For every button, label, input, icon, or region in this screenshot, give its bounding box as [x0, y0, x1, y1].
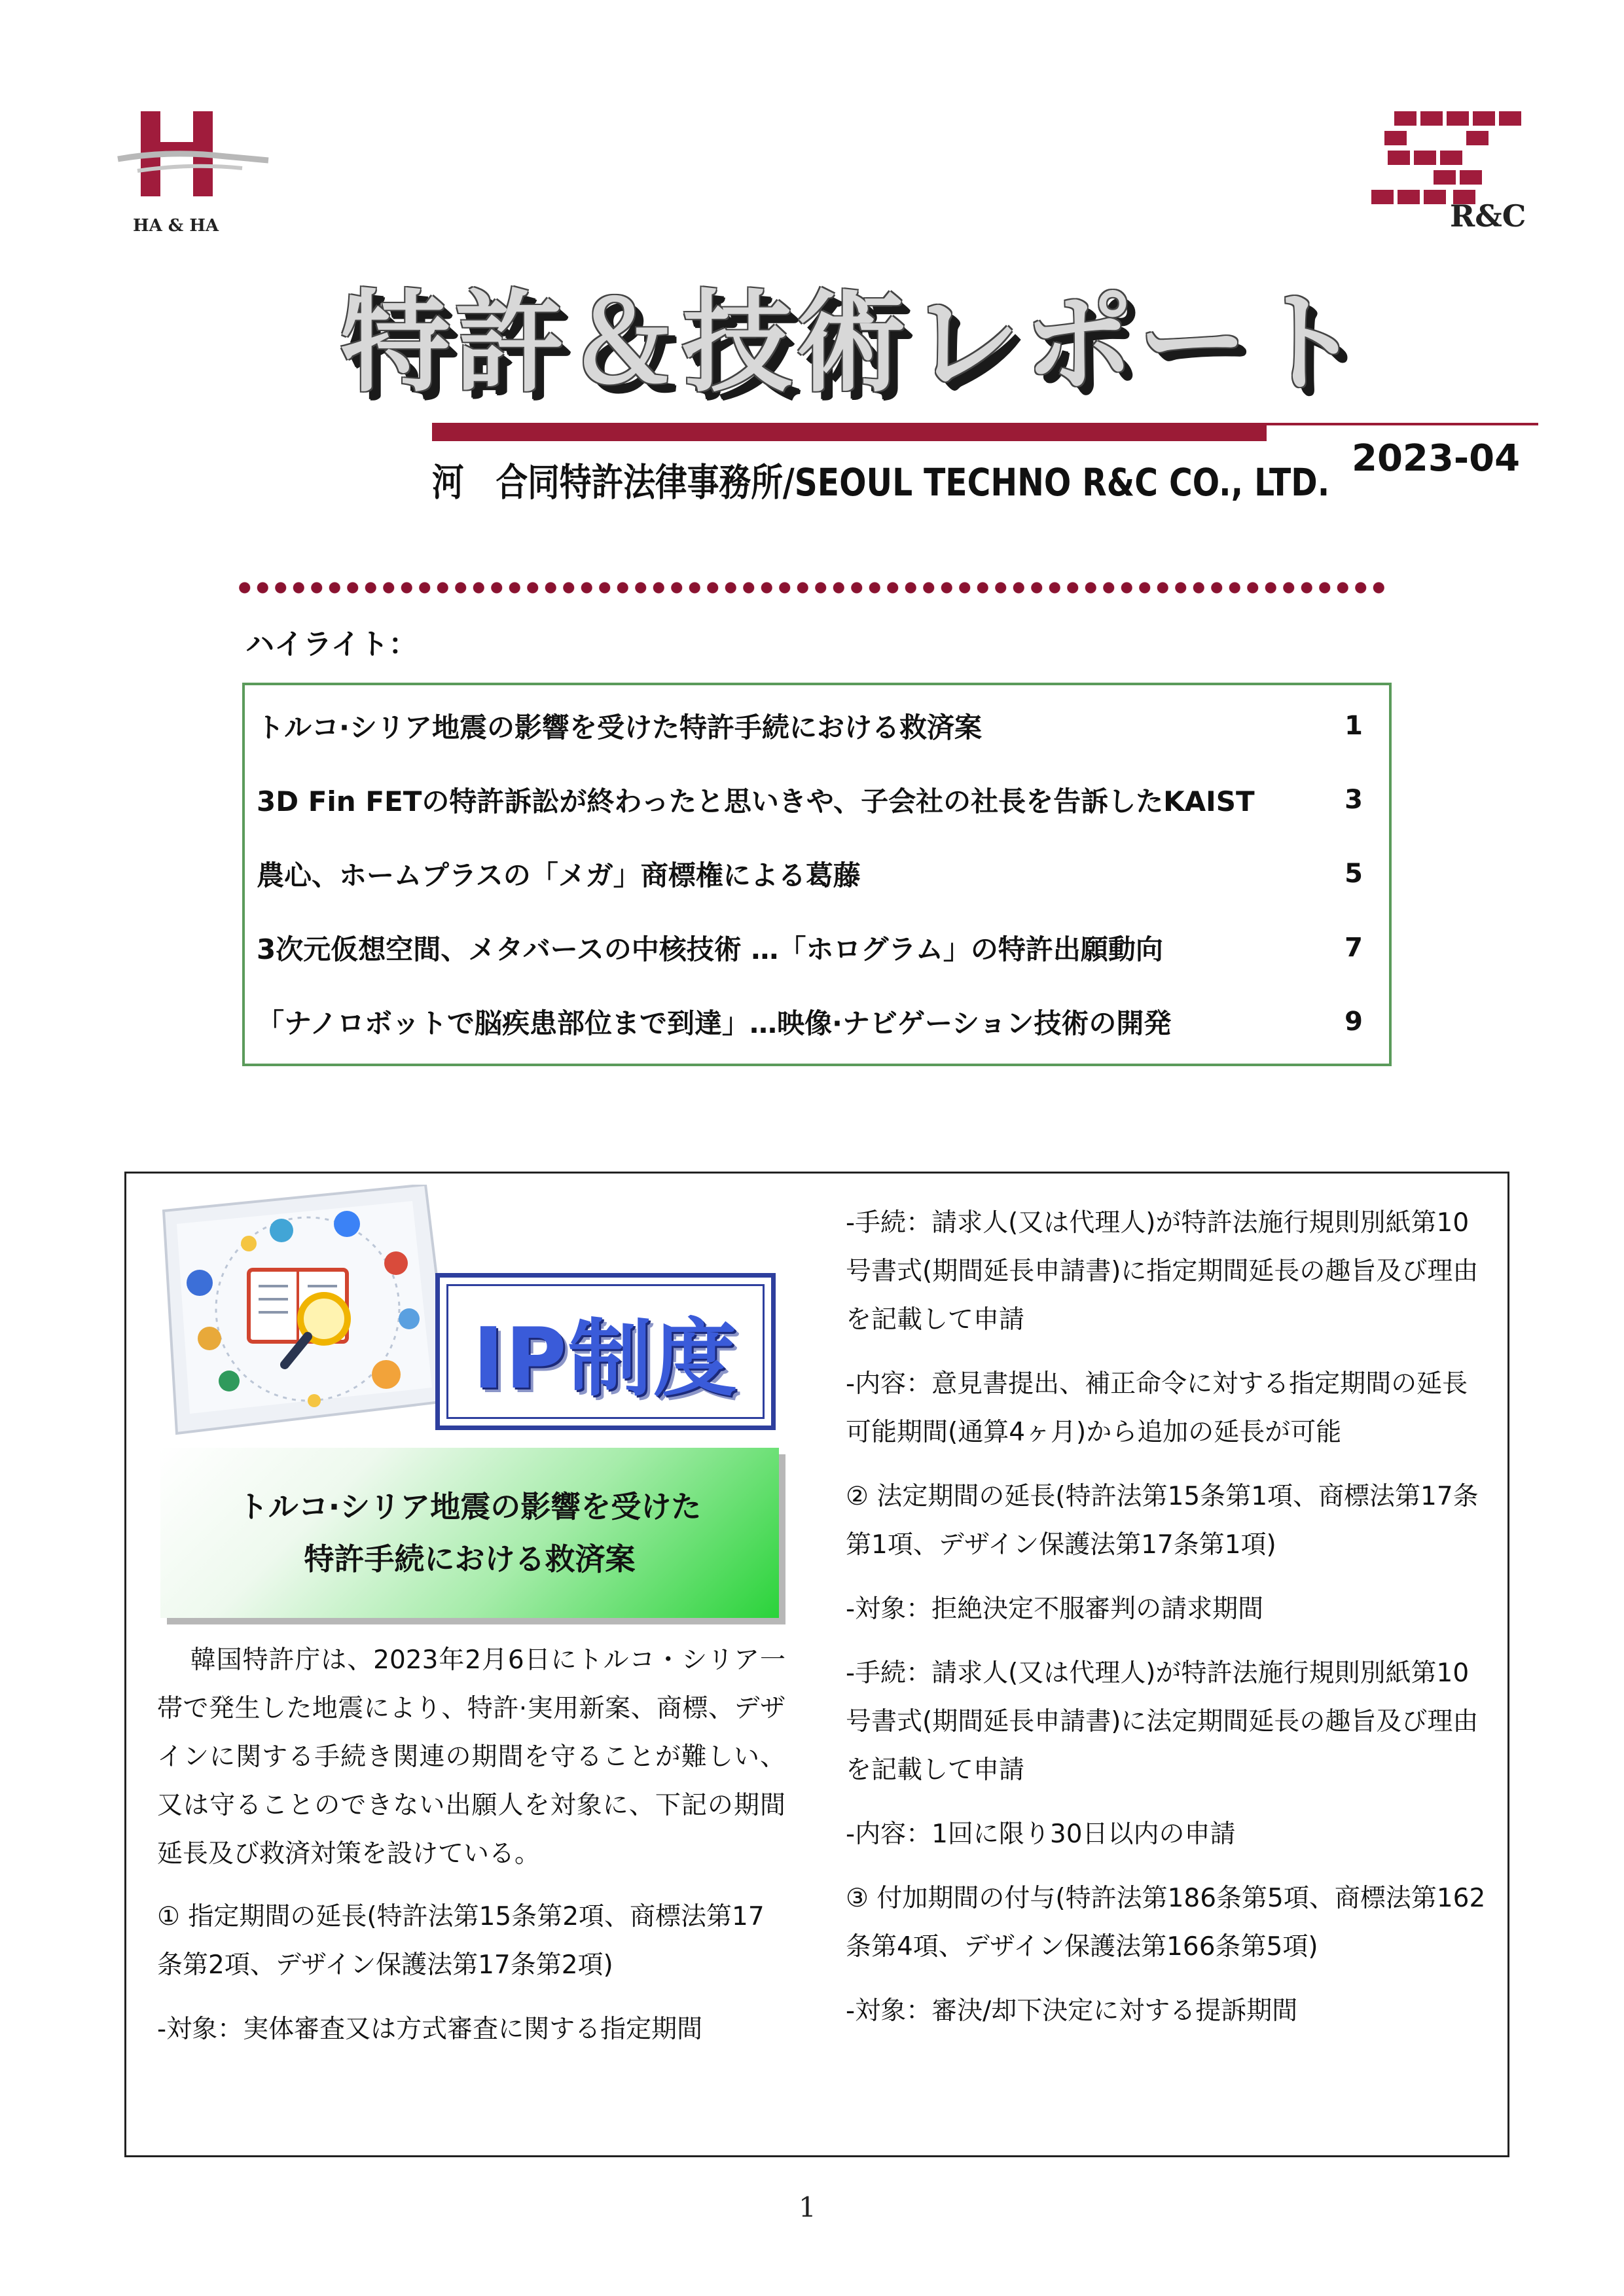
section-badge-label: IP制度 [473, 1310, 738, 1408]
article-heading-line: トルコ·シリア地震の影響を受けた [238, 1489, 702, 1524]
article-paragraph: -対象：実体審査又は方式審査に関する指定期間 [157, 2015, 703, 2044]
toc-item[interactable] [257, 989, 1363, 1054]
page-number: 1 [799, 2191, 816, 2223]
article-paragraph: -手続：請求人(又は代理人)が特許法施行規則別紙第10号書式(期間延長申請書)に指定期間延長の趣旨及び理由を記載して申請 [846, 1208, 1479, 1335]
table-of-contents [242, 683, 1392, 1066]
article-heading-line: 特許手続における救済案 [304, 1541, 636, 1577]
article-paragraph: -手続：請求人(又は代理人)が特許法施行規則別紙第10号書式(期間延長申請書)に法定期間延長の趣旨及び理由を記載して申請 [846, 1659, 1479, 1785]
report-title: 特許＆技術レポート [340, 279, 1365, 407]
toc-item-title: 3次元仮想空間、メタバースの中核技術 …「ホログラム」の特許出願動向 [257, 933, 1163, 965]
seoul-techno-logo-label: R&C [1450, 198, 1526, 234]
title-underline-bar [432, 423, 1267, 441]
toc-item[interactable] [257, 767, 1363, 833]
issue-date: 2023-04 [1352, 437, 1521, 480]
ha-and-ha-logo-label: HA & HA [133, 216, 219, 236]
article-intro: 韓国特許庁は、2023年2月6日にトルコ・シリア一帯で発生した地震により、特許·実用新案、商標、デザインに関する手続き関連の期間を守ることが難しい、又は守ることのできない出願人を対象に、下記の期間延長及び救済対策を設けている。 [157, 1645, 785, 1869]
toc-item[interactable] [257, 693, 1363, 759]
article-heading [160, 1448, 779, 1618]
company-name: 河 合同特許法律事務所/SEOUL TECHNO R&C CO., LTD. [432, 460, 1330, 505]
toc-item[interactable] [257, 841, 1363, 906]
section-badge [435, 1273, 776, 1430]
toc-item-page: 7 [1344, 933, 1363, 963]
article-paragraph: ② 法定期間の延長(特許法第15条第1項、商標法第17条第1項、デザイン保護法第17条第1項) [846, 1482, 1479, 1560]
toc-item-page: 5 [1344, 859, 1363, 889]
toc-item-page: 9 [1344, 1007, 1363, 1037]
article-paragraph: ① 指定期間の延長(特許法第15条第2項、商標法第17条第2項、デザイン保護法第17条第2項) [157, 1902, 765, 1980]
article-paragraph: -対象：拒絶決定不服審判の請求期間 [846, 1594, 1264, 1624]
toc-item-title: トルコ·シリア地震の影響を受けた特許手続における救済案 [257, 711, 982, 744]
article-left-column [157, 1636, 785, 2070]
highlights-heading: ハイライト： [245, 628, 418, 661]
title-underline-line [1267, 423, 1538, 425]
toc-item-title: 農心、ホームプラスの「メガ」商標権による葛藤 [257, 859, 861, 891]
toc-item-page: 1 [1344, 711, 1363, 741]
toc-item-title: 3D Fin FETの特許訴訟が終わったと思いきや、子会社の社長を告訴したKAIST [257, 785, 1255, 817]
toc-item-page: 3 [1344, 785, 1363, 815]
article-right-column [846, 1199, 1490, 2051]
article-paragraph: -対象：審決/却下決定に対する提訴期間 [846, 1996, 1298, 2026]
toc-item-title: 「ナノロボットで脳疾患部位まで到達」…映像·ナビゲーション技術の開発 [257, 1007, 1172, 1039]
ip-illustration-icon [151, 1185, 458, 1460]
toc-item[interactable] [257, 915, 1363, 980]
article-paragraph: -内容：1回に限り30日以内の申請 [846, 1820, 1236, 1849]
dotted-separator [236, 581, 1388, 594]
article-paragraph: ③ 付加期間の付与(特許法第186条第5項、商標法第162条第4項、デザイン保護法第166条第5項) [846, 1884, 1486, 1962]
article-paragraph: -内容：意見書提出、補正命令に対する指定期間の延長可能期間(通算4ヶ月)から追加の延長が可能 [846, 1369, 1468, 1447]
